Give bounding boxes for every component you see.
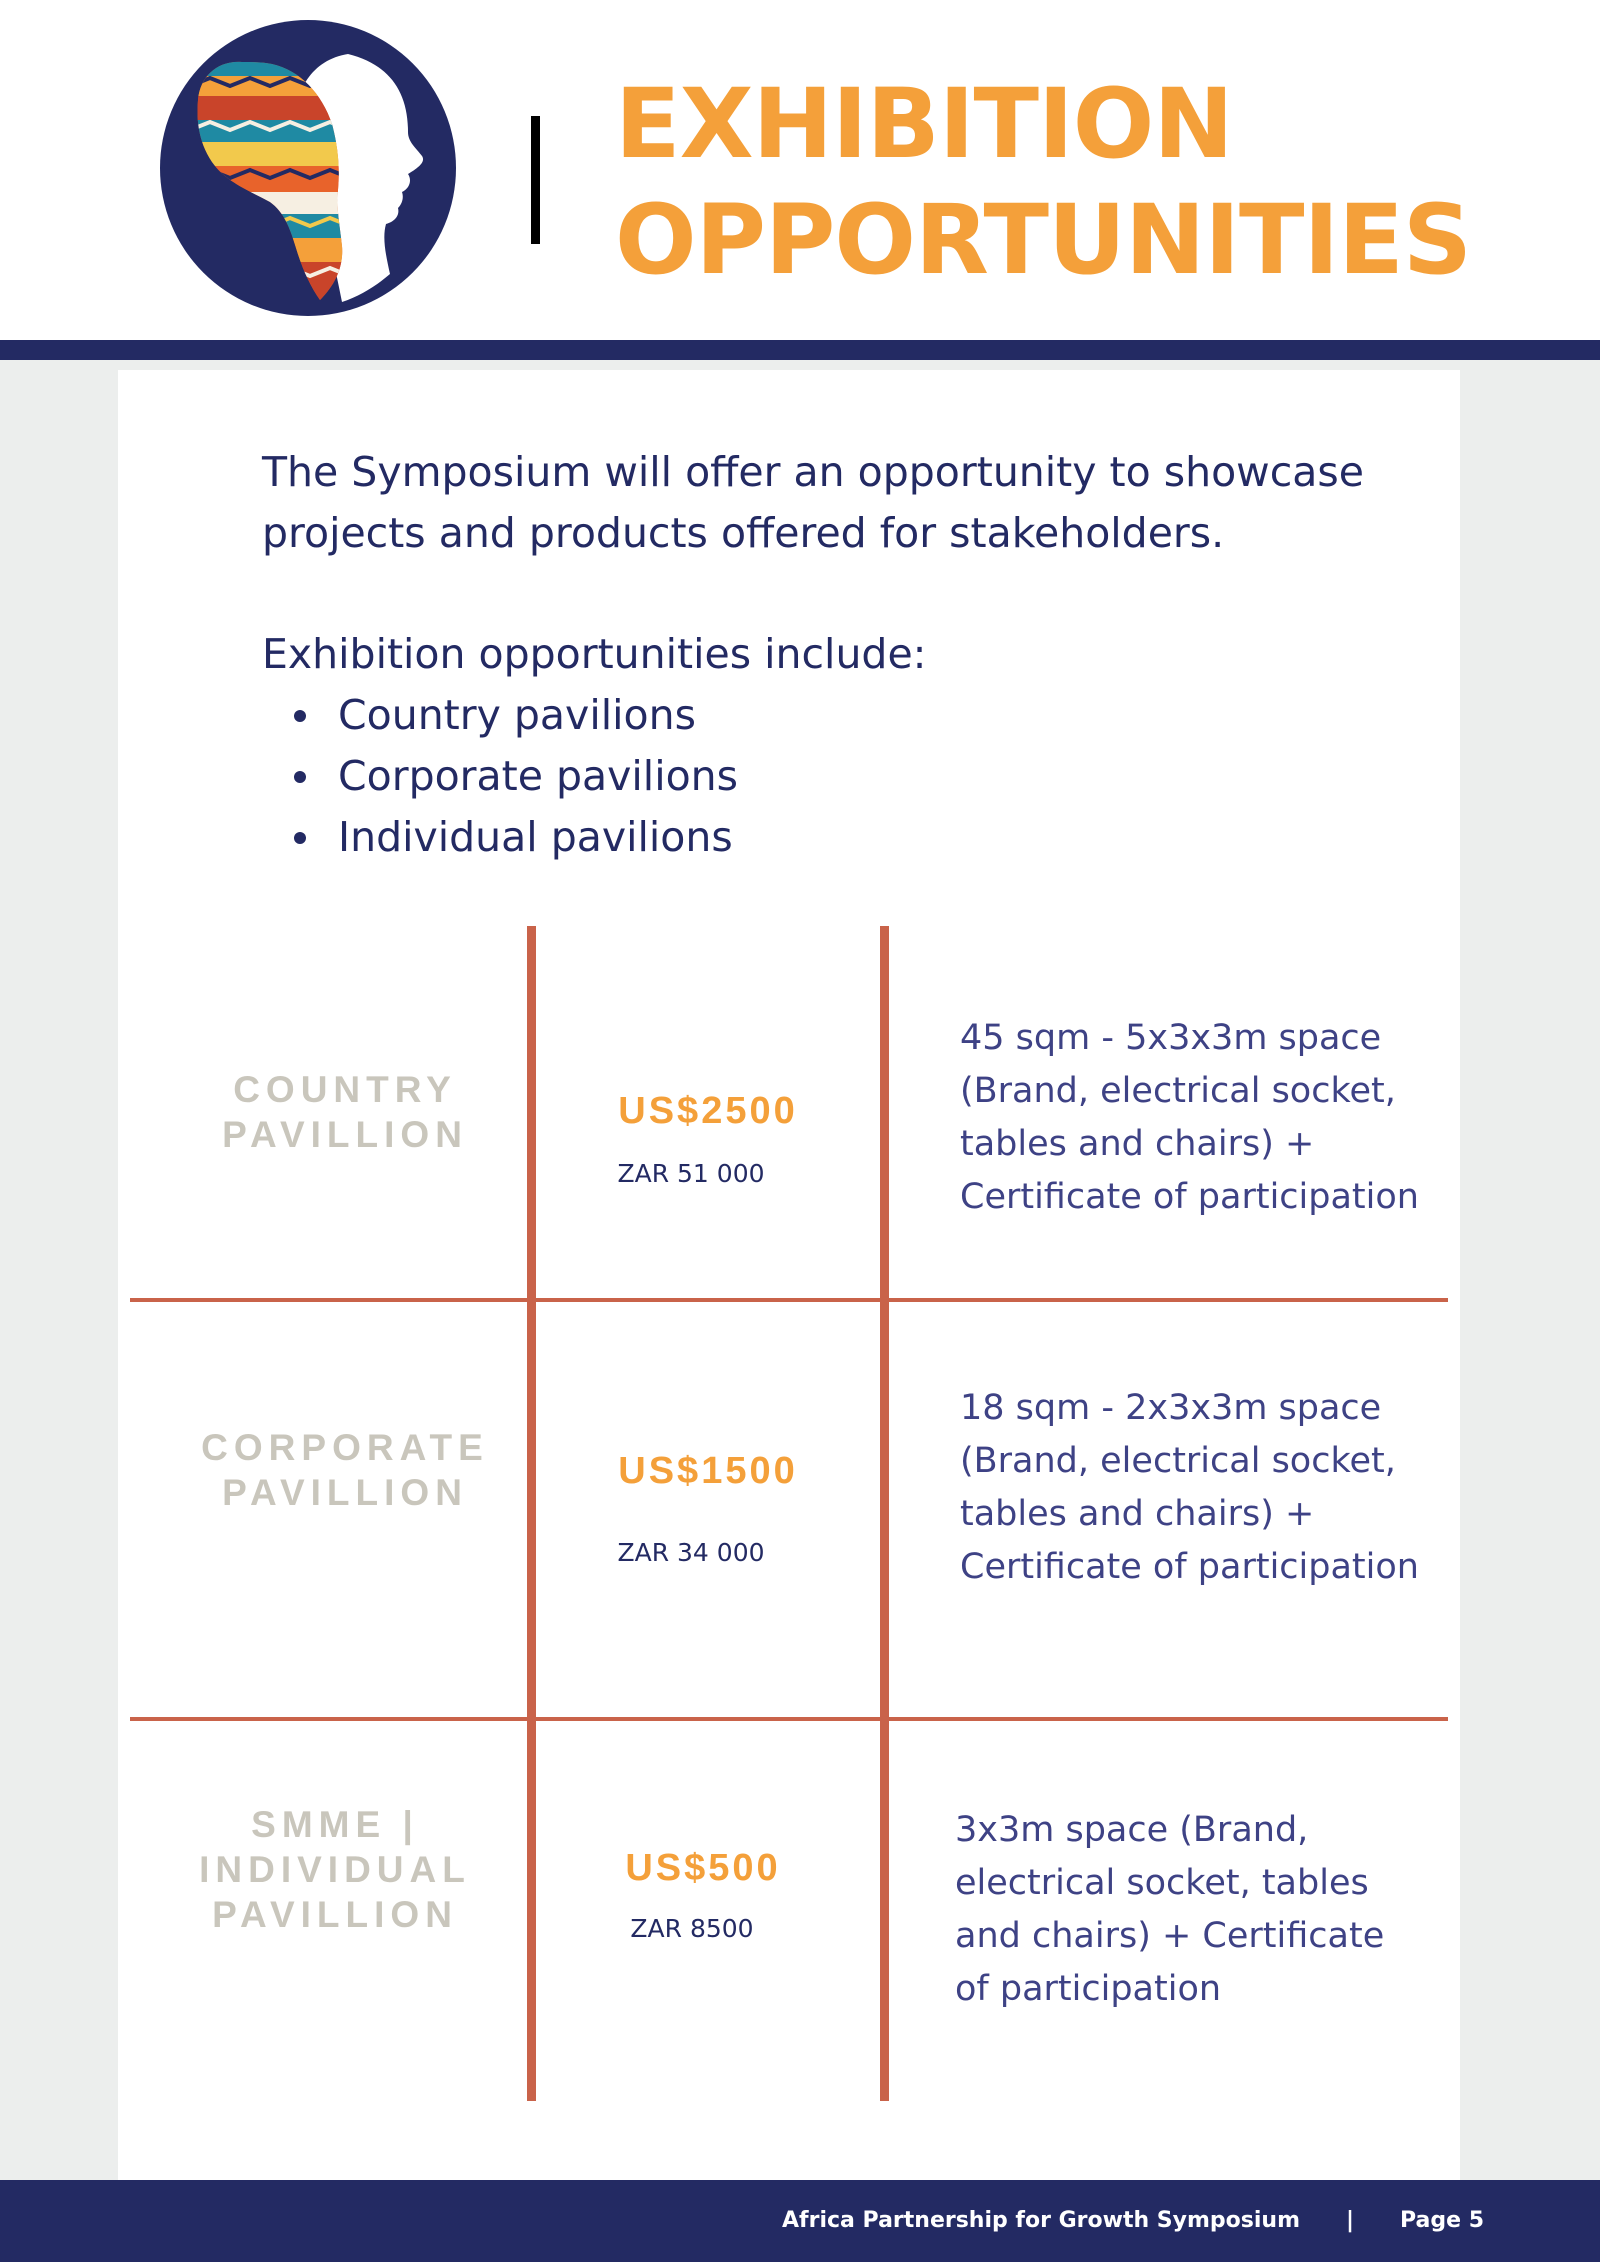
footer-text [782,2208,1484,2233]
list-item: Individual pavilions [262,807,738,868]
tier-price-zar-corporate: ZAR 34 000 [617,1538,765,1567]
header-rule [0,340,1600,360]
tier-name-smme: SMME | INDIVIDUAL PAVILLION [199,1804,471,1935]
list-heading: Exhibition opportunities include: [262,630,927,678]
africa-profile-logo-icon [160,20,456,316]
pavilion-type-list [262,685,738,868]
page-title [615,66,1471,298]
tier-description-country: 45 sqm - 5x3x3m space (Brand, electrical socket, tables and chairs) + Certificate of participation [960,1018,1419,1217]
tier-price-usd-country: US$2500 [618,1090,798,1132]
grid-horizontal-rule [130,1717,1448,1721]
title-line-2: OPPORTUNITIES [615,184,1471,296]
footer-page-number: Page 5 [1399,2208,1484,2233]
list-item: Corporate pavilions [262,746,738,807]
intro-paragraph: The Symposium will offer an opportunity to showcase projects and products offered for stakeholders. [262,448,1364,557]
tier-name-country: COUNTRY PAVILLION [222,1069,468,1155]
footer-event-name: Africa Partnership for Growth Symposium [782,2208,1300,2233]
grid-horizontal-rule [130,1298,1448,1302]
title-line-1: EXHIBITION [615,68,1233,180]
footer-separator: | [1345,2208,1355,2233]
list-item: Country pavilions [262,685,738,746]
tier-description-smme: 3x3m space (Brand, electrical socket, tables and chairs) + Certificate of participation [955,1810,1385,2009]
tier-price-zar-country: ZAR 51 000 [617,1159,765,1188]
tier-price-zar-smme: ZAR 8500 [630,1914,754,1943]
tier-price-usd-smme: US$500 [625,1847,781,1889]
grid-vertical-rule [880,926,889,2101]
title-divider [531,116,540,244]
tier-name-corporate: CORPORATE PAVILLION [201,1427,489,1513]
tier-description-corporate: 18 sqm - 2x3x3m space (Brand, electrical socket, tables and chairs) + Certificate of participation [960,1388,1419,1587]
tier-price-usd-corporate: US$1500 [618,1450,798,1492]
